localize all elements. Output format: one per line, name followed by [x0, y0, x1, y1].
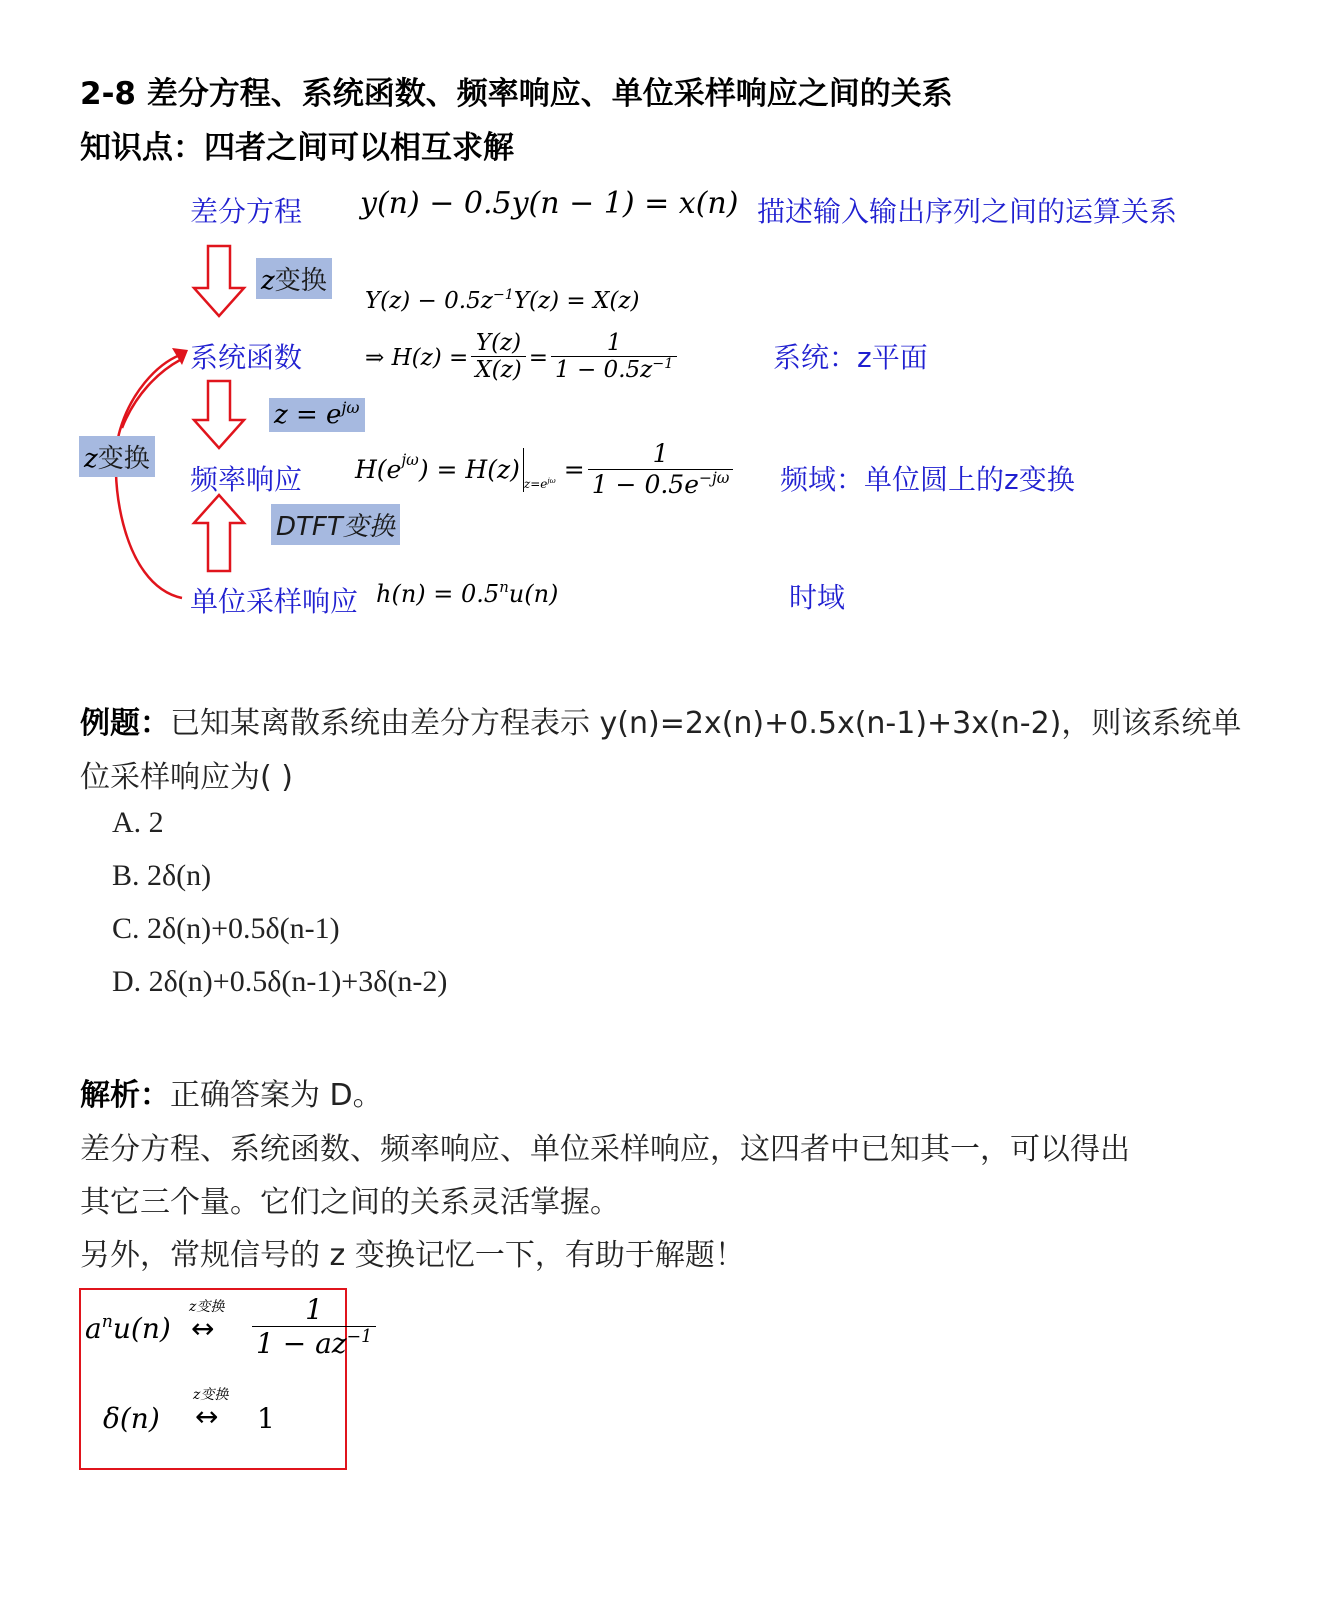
down-arrow-icon — [194, 246, 244, 316]
double-arrow-icon: ↔ — [191, 1312, 215, 1345]
desc-frequency-response: 频域：单位圆上的z变换 — [780, 463, 1075, 496]
eq-system-function: ⇒ H(z) = $\frac{Y(z)}{X(z)}$ = $\frac{1}{1 - 0.5z^{-1}}$ — [365, 330, 680, 385]
z-transform-formula-box — [79, 1288, 373, 1470]
analysis-paragraph-1: 差分方程、系统函数、频率响应、单位采样响应，这四者中已知其一，可以得出 — [80, 1132, 1130, 1167]
desc-difference-equation: 描述输入输出序列之间的运算关系 — [757, 195, 1178, 228]
tag-dtft: DTFT变换 — [271, 504, 400, 545]
tag-z-equals-ejw: $z = e^{j\omega}$ — [269, 398, 365, 432]
eq-impulse-response: $h(n) = 0.5^nu(n)$ — [376, 578, 559, 608]
analysis-paragraph-2: 其它三个量。它们之间的关系灵活掌握。 — [80, 1185, 620, 1220]
label-impulse-response: 单位采样响应 — [190, 585, 359, 618]
example-line-1: 例题：已知某离散系统由差分方程表示 y(n)=2x(n)+0.5x(n-1)+3x(n-2)，则该系统单 — [80, 706, 1242, 741]
option-c: C. 2δ(n)+0.5δ(n-1) — [112, 912, 340, 945]
arrow-label-2: z变换 — [193, 1387, 229, 1403]
option-d: D. 2δ(n)+0.5δ(n-1)+3δ(n-2) — [112, 965, 448, 998]
option-b: B. 2δ(n) — [112, 859, 212, 892]
label-system-function: 系统函数 — [190, 341, 303, 374]
tag-z-transform: z变换 — [256, 258, 332, 299]
formula-delta-n: δ(n) — [103, 1402, 160, 1435]
formula-rhs-2: 1 — [257, 1402, 275, 1435]
option-a: A. 2 — [112, 806, 164, 839]
formula-rhs-1: $\frac{1}{1 - az^{-1}}$ — [249, 1294, 379, 1361]
desc-system-function: 系统：z平面 — [773, 341, 928, 374]
tag-left-z-transform: z变换 — [79, 436, 155, 477]
up-arrow-icon — [194, 495, 244, 571]
arrow-label-1: z变换 — [189, 1299, 225, 1315]
analysis-answer: 解析：正确答案为 D。 — [80, 1078, 383, 1113]
section-title: 2-8 差分方程、系统函数、频率响应、单位采样响应之间的关系 — [80, 76, 953, 112]
knowledge-point: 知识点：四者之间可以相互求解 — [80, 130, 514, 166]
label-difference-equation: 差分方程 — [190, 195, 303, 228]
eq-z-domain: $Y(z) - 0.5z^{-1}Y(z) = X(z)$ — [365, 286, 640, 314]
eq-difference: y(n) − 0.5y(n − 1) = x(n) — [360, 186, 739, 221]
formula-anu-n: $a^nu(n)$ — [85, 1311, 171, 1345]
label-frequency-response: 频率响应 — [190, 463, 303, 496]
down-arrow-icon — [194, 381, 244, 448]
eq-frequency-response: H(e jω ) = H(z) $z=e^{j\omega}$ = $\frac{1}{1 - 0.5e^{-j\omega}}$ — [355, 440, 736, 500]
desc-impulse-response: 时域 — [789, 581, 846, 614]
double-arrow-icon: ↔ — [195, 1400, 219, 1433]
example-line-2: 位采样响应为( ) — [80, 760, 293, 795]
analysis-paragraph-3: 另外，常规信号的 z 变换记忆一下，有助于解题！ — [80, 1238, 745, 1273]
